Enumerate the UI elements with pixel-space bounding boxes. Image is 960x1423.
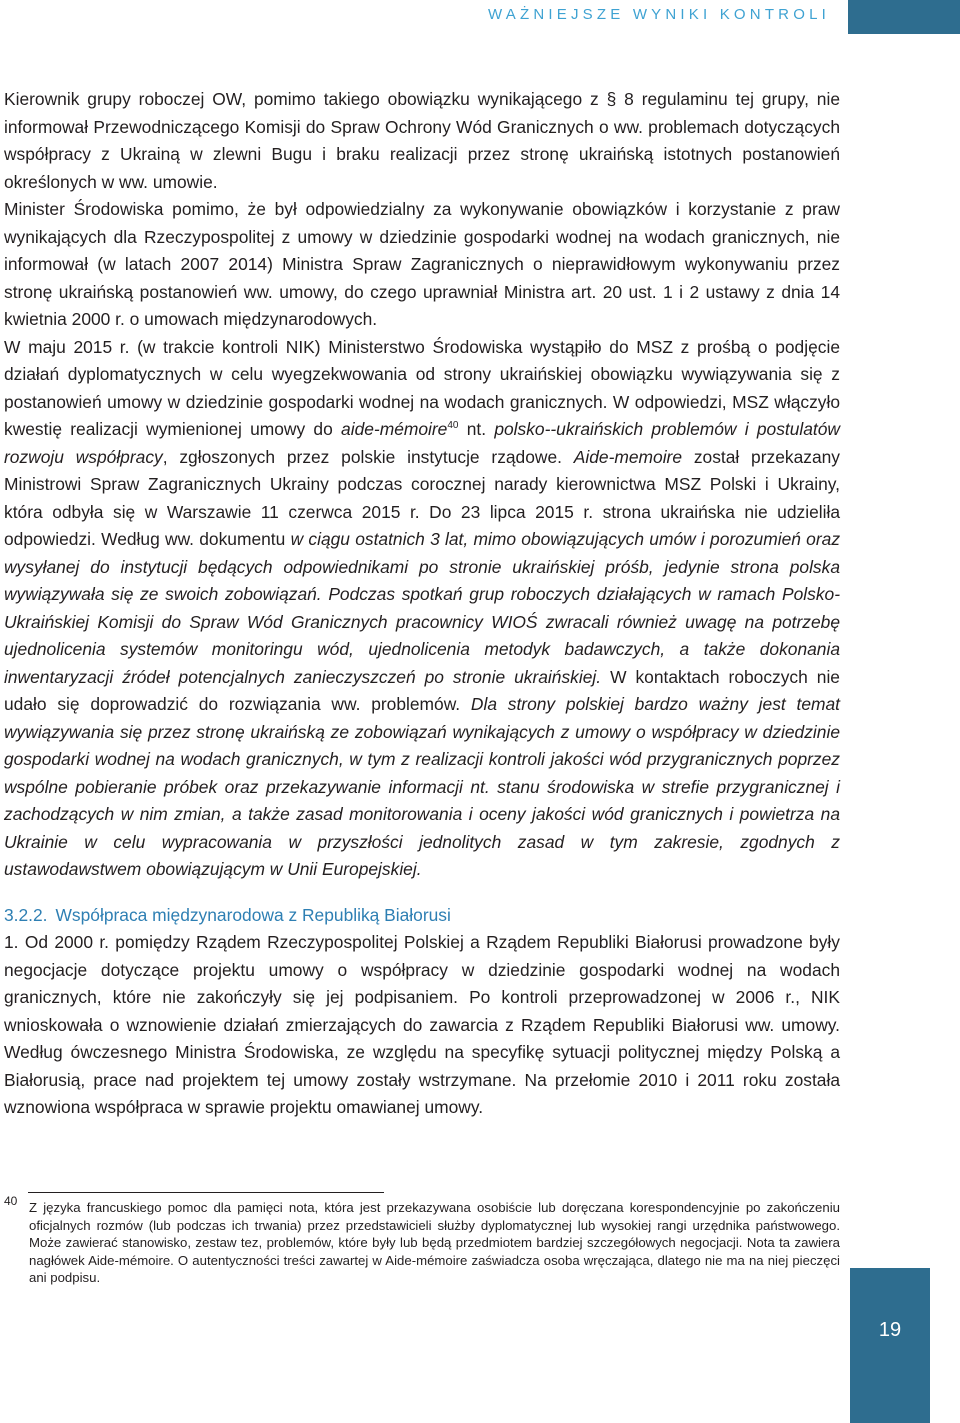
footnote-mark: 40 — [4, 1194, 18, 1208]
page-header — [0, 0, 960, 34]
footnote-reference[interactable]: 40 — [447, 420, 459, 432]
footnote-text: Z języka francuskiego pomoc dla pamięci nota, która jest przekazywana osobiście lub doręczana korespondencyjnie po zakończeniu oficjalnych rozmów (lub podczas ich trwania) przez przedstawicieli służby dyplomatycznej lub wysokiej rangi urzędnika państwowego. Może zawierać stanowisko, zestaw tez, problemów, które były lub będą przedmiotem bardziej szczegółowych negocjacji. Nota ta zawiera nagłówek Aide-mémoire. O autentyczności treści zawartej w Aide-mémoire zaświadcza osoba wręczająca, dlatego nie ma na niej pieczęci ani podpisu. — [29, 1200, 840, 1286]
page-number-box — [850, 1268, 930, 1423]
section-running-title: WAŻNIEJSZE WYNIKI KONTROLI — [488, 6, 830, 23]
italic-term: aide-mémoire — [341, 419, 448, 439]
section-number: 3.2.2. — [4, 904, 48, 925]
text-span: został przekazany Ministrowi Spraw Zagranicznych Ukrainy podczas corocznej narady kierownictwa MSZ Polski i Ukrainy, która odbyła się w Warszawie 11 czerwca 2015 r. Do 23 lipca 2015 r. strona ukraińska nie udzieliła odpowiedzi. Według ww. dokumentu — [4, 446, 840, 549]
section-title: Współpraca międzynarodowa z Republiką Białorusi — [55, 904, 451, 925]
page-number: 19 — [878, 1319, 902, 1341]
text-span: , zgłoszonych przez polskie instytucje rządowe. — [162, 446, 574, 467]
item-number: 1. — [4, 932, 19, 952]
footnote — [4, 1194, 840, 1287]
main-content — [4, 86, 840, 1122]
item-text: Od 2000 r. pomiędzy Rządem Rzeczypospolitej Polskiej a Rządem Republiki Białorusi prowadzone były negocjacje dotyczące projektu umowy o współpracy w dziedzinie gospodarki wodnej na wodach granicznych, które nie zakończyły się jej podpisaniem. Po kontroli przeprowadzonej w 2006 r., NIK wnioskowała o wznowienie działań zmierzających do zawarcia z Rządem Republiki Białorusi ww. umowy. Według ówczesnego Ministra Środowiska, ze względu na specyfikę sytuacji politycznej między Polską a Białorusią, prace nad projektem tej umowy zostały wstrzymane. Na przełomie 2010 i 2011 roku została wznowiona współpraca w sprawie projektu omawianej umowy. — [4, 932, 840, 1117]
text-span: W maju 2015 r. (w trakcie kontroli NIK) Ministerstwo Środowiska wystąpiło do MSZ z prośbą o podjęcie działań dyplomatycznych w celu wyegzekwowania od strony ukraińskiej obowiązku wywiązywania się z postanowień umowy w dziedzinie gospodarki wodnej na wodach granicznych. W odpowiedzi, MSZ włączyło kwestię realizacji wymienionej umowy do — [4, 336, 840, 439]
header-color-block — [848, 0, 960, 34]
footnote-divider — [28, 1192, 384, 1193]
text-span: W kontaktach roboczych nie udało się doprowadzić do rozwiązania ww. problemów. — [4, 666, 840, 714]
italic-title: polsko--ukraińskich problemów i postulatów rozwoju współpracy — [4, 419, 840, 467]
paragraph-owg: Kierownik grupy roboczej OW, pomimo takiego obowiązku wynikającego z § 8 regulaminu tej grupy, nie informował Przewodniczącego Komisji do Spraw Ochrony Wód Granicznych o ww. problemach dotyczących współpracy z Ukrainą w zlewni Bugu i braku realizacji przez stronę ukraińską istotnych postanowień określonych w ww. umowie. — [4, 89, 840, 192]
italic-quote: w ciągu ostatnich 3 lat, mimo obowiązujących umów i porozumień oraz wysyłanej do instytucji będących odpowiednikami po stronie ukraińskiej próśb, jedynie strona polska wywiązywała się ze swoich zobowiązań. Podczas spotkań grup roboczych działających w ramach Polsko-Ukraińskiej Komisji do Spraw Wód Granicznych pracownicy WIOŚ zwracali również uwagę na potrzebę ujednolicenia systemów monitoringu wód, ujednolicenia metodyk badawczych, a także dokonania inwentaryzacji źródeł potencjalnych zanieczyszczeń po stronie ukraińskiej. — [4, 529, 841, 687]
italic-quote: Dla strony polskiej bardzo ważny jest temat wywiązywania się przez stronę ukraińską ze zobowiązań wynikających z umowy o współpracy w dziedzinie gospodarki wodnej na wodach granicznych, w tym z realizacji kontroli jakości wód przygranicznych poprzez wspólne pobieranie próbek oraz przekazywanie informacji nt. stanu środowiska w strefie przygranicznej i zachodzących w nim zmian, a także zasad monitorowania i oceny jakości wód granicznych i powietrza na Ukrainie w celu wypracowania w przyszłości jednolitych zasad w tym zakresie, zgodnych z ustawodawstwem obowiązującym w Unii Europejskiej. — [4, 694, 840, 879]
italic-term: Aide-memoire — [573, 446, 683, 467]
section-heading — [4, 902, 840, 930]
numbered-paragraph — [4, 929, 840, 1122]
paragraph-minister: Minister Środowiska pomimo, że był odpowiedzialny za wykonywanie obowiązków i korzystanie z praw wynikających dla Rzeczypospolitej z umowy w dziedzinie gospodarki wodnej na wodach granicznych, nie informował (w latach 2007 2014) Ministra Spraw Zagranicznych o nieprawidłowym wykonywaniu przez stronę ukraińską postanowień ww. umowy, do czego uprawniał Ministra art. 20 ust. 1 i 2 ustawy z dnia 14 kwietnia 2000 r. o umowach międzynarodowych. — [4, 199, 840, 329]
paragraph-msz — [4, 334, 840, 884]
text-span: nt. — [458, 419, 495, 439]
